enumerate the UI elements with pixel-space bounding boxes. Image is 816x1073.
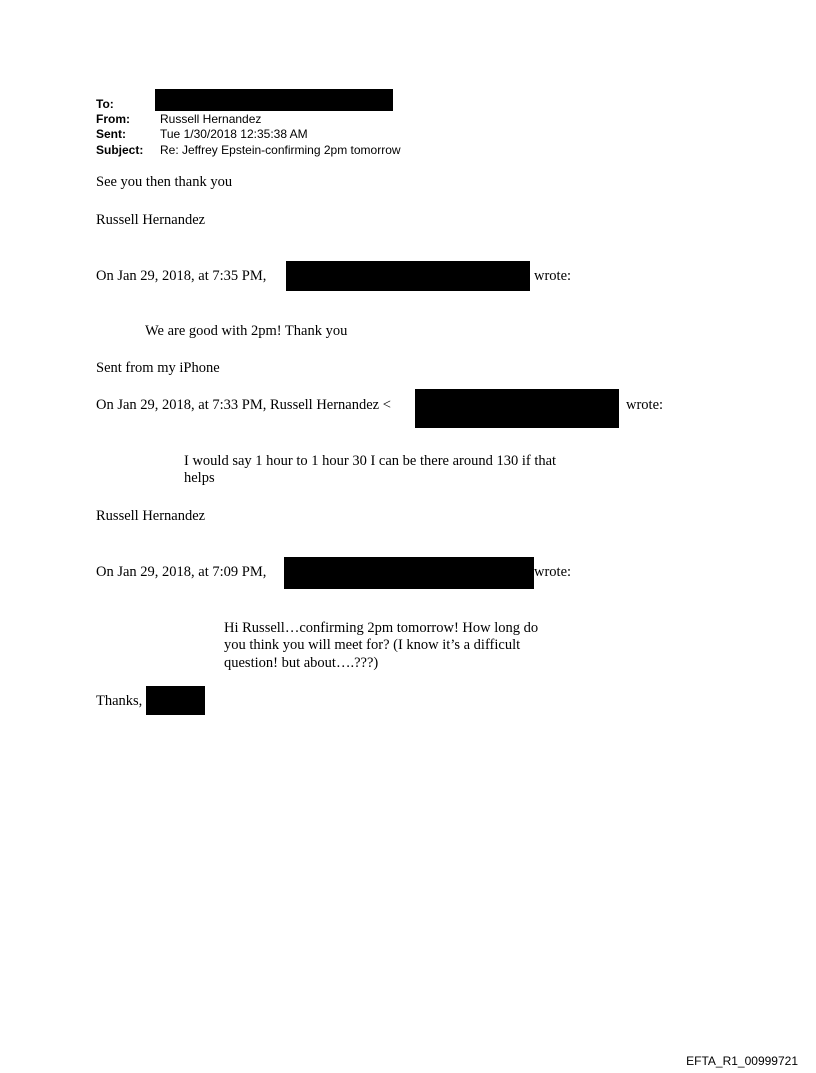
- quote-text: We are good with 2pm! Thank you: [145, 323, 348, 339]
- quote-text-line: helps: [184, 470, 215, 486]
- redacted-sender: [286, 261, 530, 291]
- quote-attribution: On Jan 29, 2018, at 7:33 PM, Russell Hernandez <: [96, 397, 391, 413]
- from-value: Russell Hernandez: [160, 112, 262, 126]
- quote-wrote-label: wrote:: [626, 397, 664, 413]
- signature: Russell Hernandez: [96, 212, 206, 228]
- quote-text-line: you think you will meet for? (I know it’s a difficult: [224, 637, 521, 653]
- quote-text-line: Hi Russell…confirming 2pm tomorrow! How long do: [224, 620, 539, 636]
- sent-value: Tue 1/30/2018 12:35:38 AM: [160, 127, 308, 141]
- redacted-name: [146, 686, 205, 715]
- redacted-sender: [284, 557, 534, 589]
- sent-from-line: Sent from my iPhone: [96, 360, 220, 376]
- quote-wrote-label: wrote:: [534, 564, 572, 580]
- quote-attribution: On Jan 29, 2018, at 7:09 PM,: [96, 564, 267, 580]
- reply-text: See you then thank you: [96, 174, 233, 190]
- subject-label: Subject:: [96, 143, 144, 157]
- redacted-to-address: [155, 89, 393, 111]
- quote-attribution: On Jan 29, 2018, at 7:35 PM,: [96, 268, 267, 284]
- redacted-email-address: [415, 389, 619, 428]
- bates-number: EFTA_R1_00999721: [686, 1054, 798, 1068]
- email-header: [0, 0, 816, 160]
- sent-label: Sent:: [96, 127, 126, 141]
- quote-text-line: question! but about….???): [224, 655, 379, 671]
- closing-thanks: Thanks,: [96, 693, 143, 709]
- to-label: To:: [96, 97, 114, 111]
- signature: Russell Hernandez: [96, 508, 206, 524]
- subject-value: Re: Jeffrey Epstein-confirming 2pm tomorrow: [160, 143, 401, 157]
- from-label: From:: [96, 112, 130, 126]
- quote-text-line: I would say 1 hour to 1 hour 30 I can be there around 130 if that: [184, 453, 557, 469]
- quote-wrote-label: wrote:: [534, 268, 572, 284]
